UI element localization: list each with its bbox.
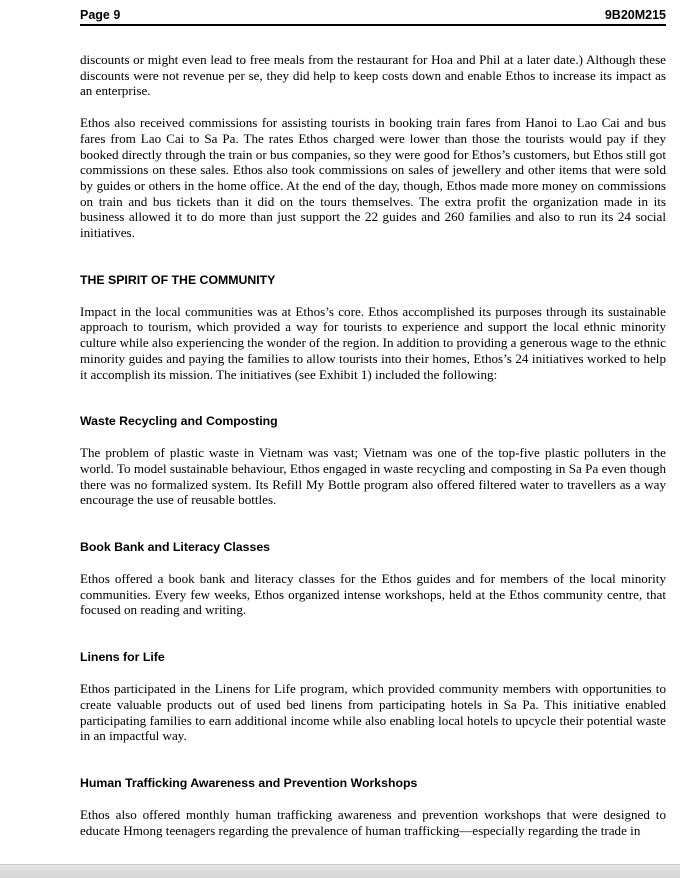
- page-number: Page 9: [80, 8, 121, 22]
- subsection-heading: Linens for Life: [80, 650, 165, 665]
- paragraph: Impact in the local communities was at Ethos’s core. Ethos accomplished its purposes through its sustainable approach to tourism, which provided a way for tourists to experience and support the local ethnic minority culture while also experiencing the wonder of the region. In addition to providing a generous wage to the ethnic minority guides and paying the families to allow tourists into their homes, Ethos’s 24 initiatives worked to help it accomplish its mission. The initiatives (see Exhibit 1) included the following:: [80, 303, 666, 382]
- paragraph: The problem of plastic waste in Vietnam was vast; Vietnam was one of the top-five plastic polluters in the world. To model sustainable behaviour, Ethos engaged in waste recycling and composting in Sa Pa even though there was no formalized system. Its Refill My Bottle program also offered filtered water to travellers as a way encourage the use of reusable bottles.: [80, 445, 666, 508]
- paragraph: Ethos also received commissions for assisting tourists in booking train fares from Hanoi to Lao Cai and bus fares from Lao Cai to Sa Pa. The rates Ethos charged were lower than those the tourists would pay if they booked directly through the train or bus companies, so they were good for Ethos’s customers, but Ethos still got commissions on these sales. Ethos also took commissions on sales of jewellery and other items that were sold by guides or others in the home office. At the end of the day, though, Ethos made more money on commissions on train and bus tickets than it did on the tours themselves. The extra profit the organization made in its business allowed it to do more than just support the 22 guides and 260 families and also to run its 24 social initiatives.: [80, 115, 666, 241]
- paragraph: Ethos also offered monthly human trafficking awareness and prevention workshops that were designed to educate Hmong teenagers regarding the prevalence of human trafficking—especially regarding the trade in: [80, 806, 666, 838]
- subsection-heading: Book Bank and Literacy Classes: [80, 540, 270, 555]
- document-id: 9B20M215: [604, 8, 666, 22]
- paragraph: Ethos offered a book bank and literacy classes for the Ethos guides and for members of the local minority communities. Every few weeks, Ethos organized intense workshops, held at the Ethos community centre, that focused on reading and writing.: [80, 571, 666, 618]
- viewer-bottom-bar: [0, 864, 680, 878]
- paragraph: Ethos participated in the Linens for Life program, which provided community members with opportunities to create valuable products out of used bed linens from participating hotels in Sa Pa. This initiative enabled participating families to earn additional income while also enabling local hotels to upcycle their potential waste in an impactful way.: [80, 681, 666, 744]
- section-heading: THE SPIRIT OF THE COMMUNITY: [80, 272, 276, 287]
- subsection-heading: Waste Recycling and Composting: [80, 414, 278, 429]
- page-header: [80, 6, 666, 26]
- paragraph: discounts or might even lead to free meals from the restaurant for Hoa and Phil at a later date.) Although these discounts were not revenue per se, they did help to keep costs down and enable Ethos to increase its impact as an enterprise.: [80, 52, 666, 99]
- document-body: [80, 52, 666, 854]
- subsection-heading: Human Trafficking Awareness and Prevention Workshops: [80, 775, 418, 790]
